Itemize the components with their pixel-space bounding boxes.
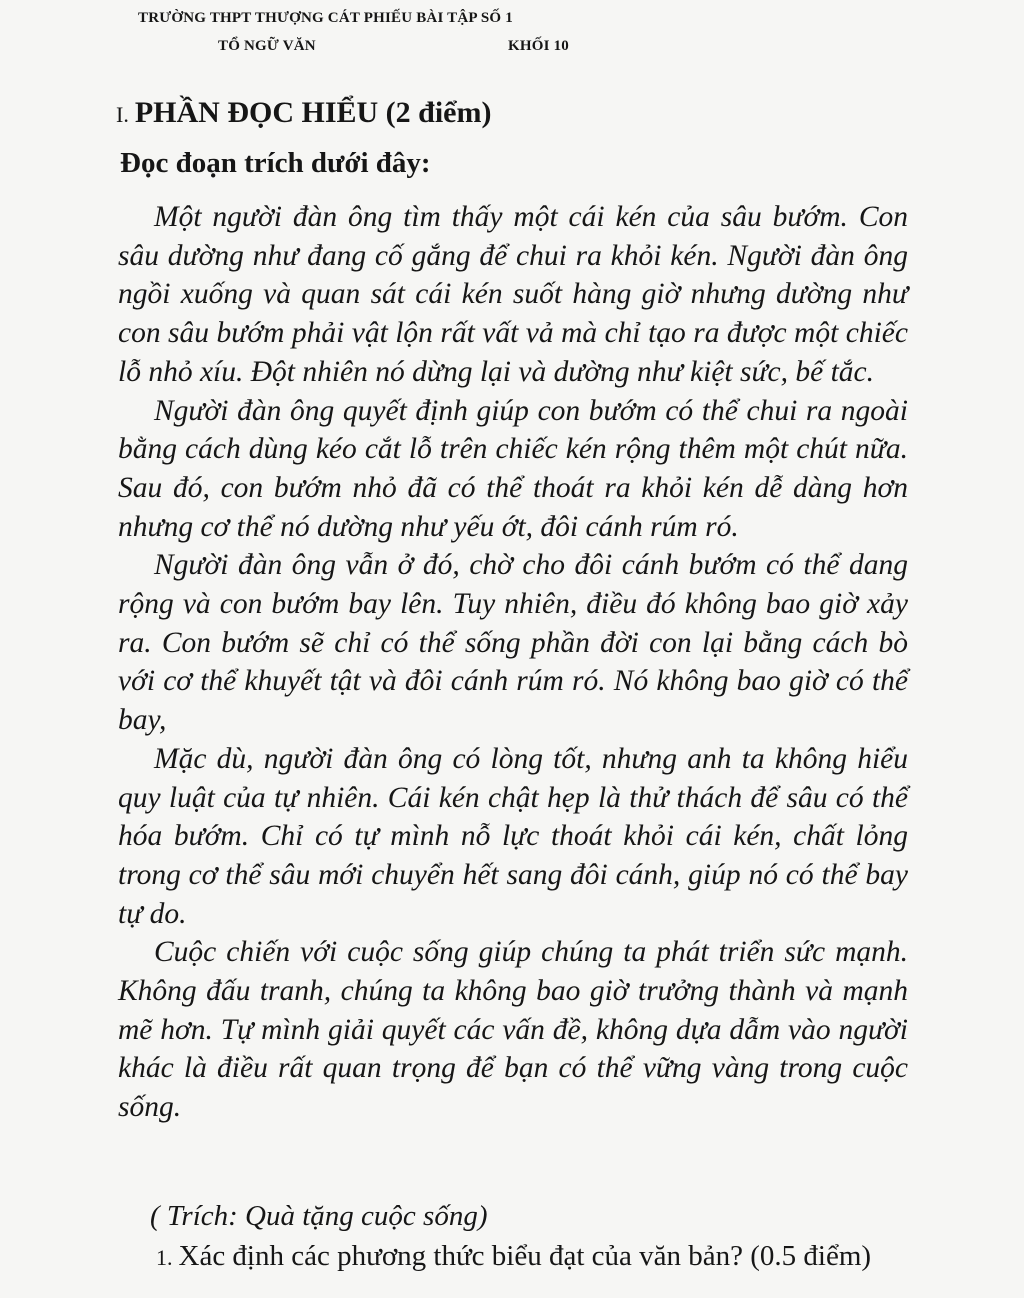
passage-paragraph: Cuộc chiến với cuộc sống giúp chúng ta phát triển sức mạnh. Không đấu tranh, chúng ta không bao giờ trưởng thành và mạnh mẽ hơn. Tự mình giải quyết các vấn đề, không dựa dẫm vào người khác là điều rất quan trọng để bạn có thể vững vàng trong cuộc sống. [118,936,908,1124]
section-heading [116,96,491,130]
section-title: PHẦN ĐỌC HIỂU (2 điểm) [134,96,492,129]
question-text: Xác định các phương thức biểu đạt của văn bản? (0.5 điểm) [178,1240,872,1272]
passage-text [118,198,908,1127]
passage-source: ( Trích: Quà tặng cuộc sống) [150,1200,488,1232]
passage-paragraph: Mặc dù, người đàn ông có lòng tốt, nhưng anh ta không hiểu quy luật của tự nhiên. Cái kén chật hẹp là thử thách để sâu có thể hóa bướm. Chỉ có tự mình nỗ lực thoát khỏi cái kén, chất lỏng trong cơ thể sâu mới chuyển hết sang đôi cánh, giúp nó có thể bay tự do. [118,742,908,930]
passage-paragraph: Người đàn ông quyết định giúp con bướm có thể chui ra ngoài bằng cách dùng kéo cắt lỗ trên chiếc kén rộng thêm một chút nữa. Sau đó, con bướm nhỏ đã có thể thoát ra khỏi kén dễ dàng hơn nhưng cơ thể nó dường như yếu ớt, đôi cánh rúm ró. [118,394,908,543]
question-number: 1. [156,1245,173,1270]
school-header: TRƯỜNG THPT THƯỢNG CÁT PHIẾU BÀI TẬP SỐ 1 [138,10,513,26]
question-item [156,1238,908,1276]
reading-instruction: Đọc đoạn trích dưới đây: [120,147,431,179]
passage-paragraph: Một người đàn ông tìm thấy một cái kén của sâu bướm. Con sâu dường như đang cố gắng để chui ra khỏi kén. Người đàn ông ngồi xuống và quan sát cái kén suốt hàng giờ nhưng dường như con sâu bướm phải vật lộn rất vất vả mà chỉ tạo ra được một chiếc lỗ nhỏ xíu. Đột nhiên nó dừng lại và dường như kiệt sức, bế tắc. [118,201,908,388]
grade-label: KHỐI 10 [508,38,569,54]
passage-paragraph: Người đàn ông vẫn ở đó, chờ cho đôi cánh bướm có thể dang rộng và con bướm bay lên. Tuy nhiên, điều đó không bao giờ xảy ra. Con bướm sẽ chỉ có thể sống phần đời con lại bằng cách bò với cơ thể khuyết tật và đôi cánh rúm ró. Nó không bao giờ có thể bay, [118,549,908,737]
department-label: TỔ NGỮ VĂN [218,38,316,54]
section-number: I. [116,102,129,127]
